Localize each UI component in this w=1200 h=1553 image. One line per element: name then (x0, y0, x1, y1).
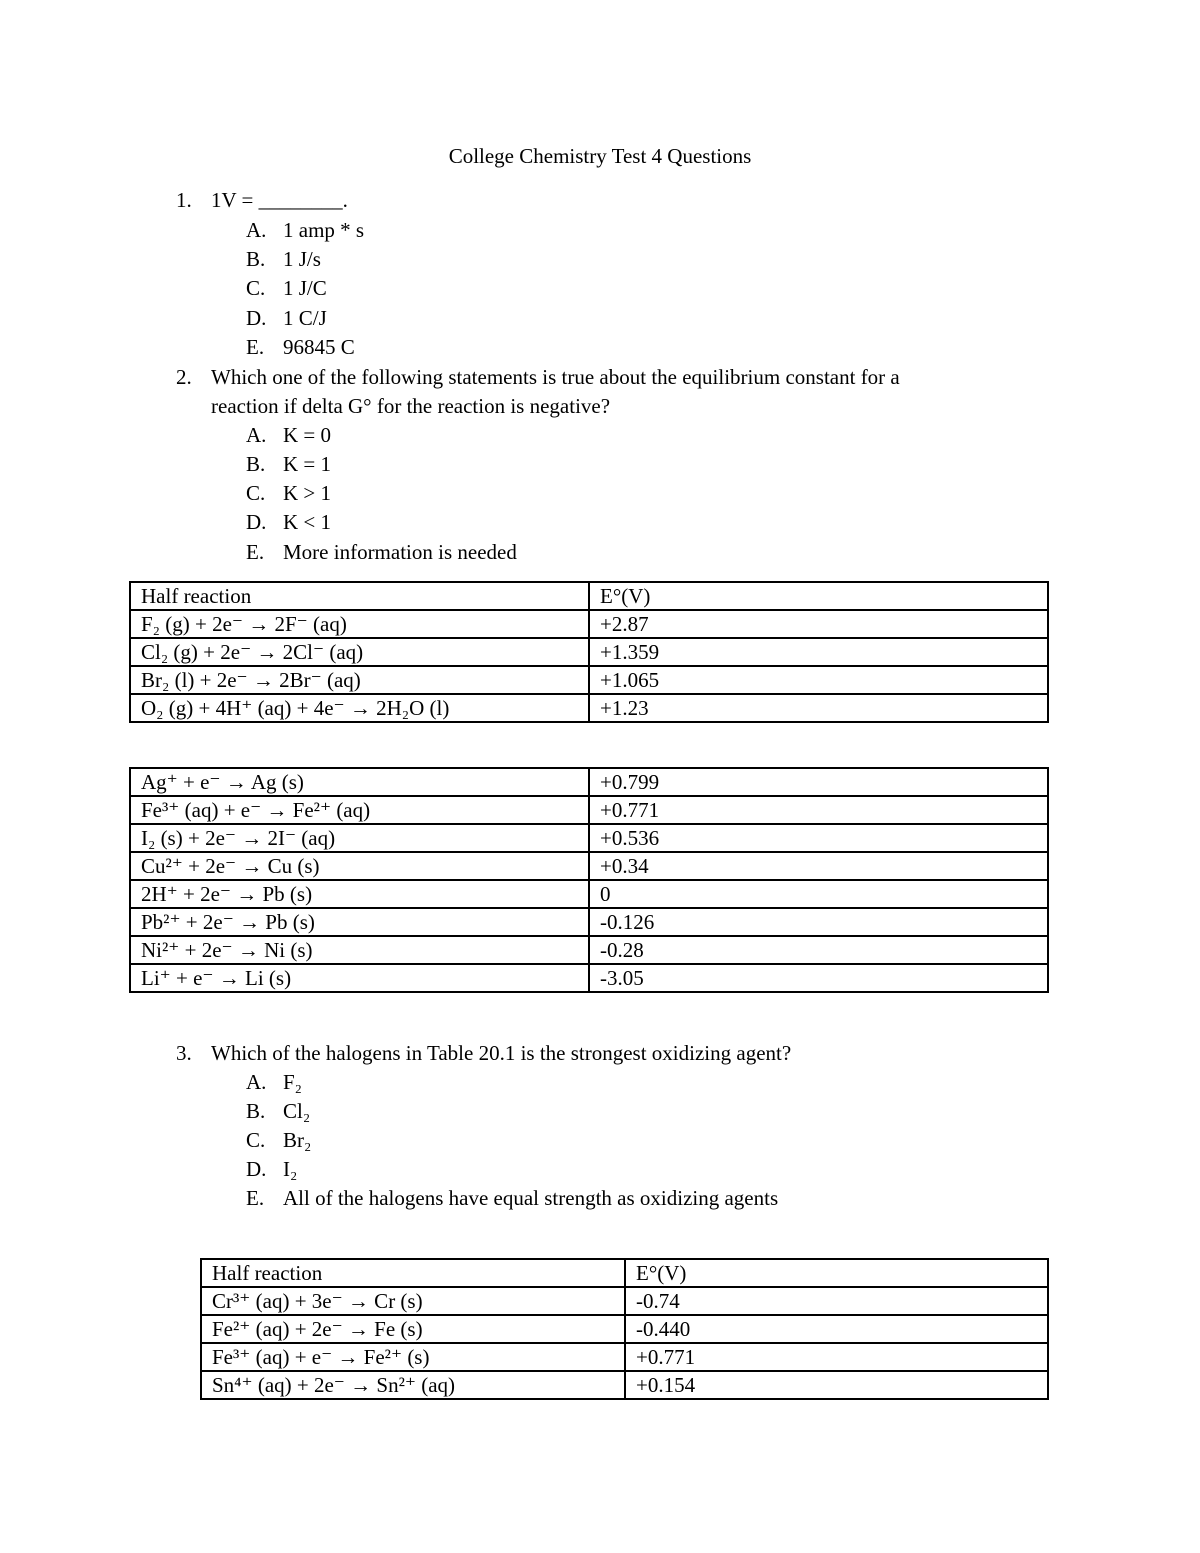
potential-cell: -3.05 (589, 964, 1048, 992)
potential-cell: +0.771 (589, 796, 1048, 824)
half-reaction-cell: Sn⁴⁺ (aq) + 2e⁻ → Sn²⁺ (aq) (201, 1371, 625, 1399)
potential-cell: -0.74 (625, 1287, 1048, 1315)
option-text: K = 1 (283, 452, 332, 476)
potential-cell: +1.065 (589, 666, 1048, 694)
table-row (130, 964, 1048, 992)
half-reaction-cell: O₂ (g) + 4H⁺ (aq) + 4e⁻ → 2H₂O (l) (130, 694, 589, 722)
option-letter: C. (246, 481, 266, 505)
option-text: More information is needed (283, 540, 517, 564)
option-text: 1 amp * s (283, 218, 365, 242)
table-row (130, 796, 1048, 824)
potential-cell: -0.28 (589, 936, 1048, 964)
table-row (130, 852, 1048, 880)
option-letter: D. (246, 510, 267, 534)
table-row (130, 638, 1048, 666)
option-letter: E. (246, 1186, 265, 1210)
potential-cell: +0.771 (625, 1343, 1048, 1371)
potential-cell: +2.87 (589, 610, 1048, 638)
option-text: 1 J/C (283, 276, 327, 300)
half-reaction-cell: Ni²⁺ + 2e⁻ → Ni (s) (130, 936, 589, 964)
question-text: 1V = ________. (211, 188, 348, 212)
table-row (130, 824, 1048, 852)
option-text: F₂ (283, 1070, 303, 1094)
table-header-row (130, 582, 1048, 610)
option-text: K > 1 (283, 481, 332, 505)
option-text: K = 0 (283, 423, 332, 447)
option-text: Br₂ (283, 1128, 312, 1152)
question-number: 3. (176, 1041, 192, 1065)
potential-cell: +1.23 (589, 694, 1048, 722)
half-reaction-cell: F₂ (g) + 2e⁻ → 2F⁻ (aq) (130, 610, 589, 638)
option-letter: D. (246, 1157, 267, 1181)
half-reaction-cell: Cl₂ (g) + 2e⁻ → 2Cl⁻ (aq) (130, 638, 589, 666)
question-number: 2. (176, 365, 192, 389)
option-letter: A. (246, 423, 267, 447)
option-text: K < 1 (283, 510, 332, 534)
half-reaction-cell: Li⁺ + e⁻ → Li (s) (130, 964, 589, 992)
table-row (130, 768, 1048, 796)
header-half-reaction: Half reaction (201, 1259, 625, 1287)
table-row (130, 610, 1048, 638)
option-letter: A. (246, 1070, 267, 1094)
table-row (201, 1287, 1048, 1315)
option-text: All of the halogens have equal strength as oxidizing agents (283, 1186, 779, 1210)
half-reaction-cell: Pb²⁺ + 2e⁻ → Pb (s) (130, 908, 589, 936)
question-text-line-2: reaction if delta G° for the reaction is negative? (211, 394, 611, 418)
half-reaction-cell: Cr³⁺ (aq) + 3e⁻ → Cr (s) (201, 1287, 625, 1315)
option-text: I₂ (283, 1157, 298, 1181)
option-text: 96845 C (283, 335, 355, 359)
table-row (201, 1371, 1048, 1399)
header-half-reaction: Half reaction (130, 582, 589, 610)
potential-cell: +0.154 (625, 1371, 1048, 1399)
half-reaction-cell: Fe³⁺ (aq) + e⁻ → Fe²⁺ (s) (201, 1343, 625, 1371)
half-reaction-cell: 2H⁺ + 2e⁻ → Pb (s) (130, 880, 589, 908)
option-letter: B. (246, 1099, 266, 1123)
question-text-line-1: Which one of the following statements is true about the equilibrium constant for a (211, 365, 900, 389)
table-row (130, 666, 1048, 694)
metal-reduction-table (129, 767, 1049, 993)
table-header-row (201, 1259, 1048, 1287)
potential-cell: 0 (589, 880, 1048, 908)
option-letter: E. (246, 540, 265, 564)
option-letter: C. (246, 1128, 266, 1152)
half-reaction-cell: Fe³⁺ (aq) + e⁻ → Fe²⁺ (aq) (130, 796, 589, 824)
potential-cell: -0.126 (589, 908, 1048, 936)
header-potential: E°(V) (589, 582, 1048, 610)
potential-cell: +1.359 (589, 638, 1048, 666)
option-letter: D. (246, 306, 267, 330)
table-row (201, 1315, 1048, 1343)
header-potential: E°(V) (625, 1259, 1048, 1287)
table-row (130, 694, 1048, 722)
option-letter: C. (246, 276, 266, 300)
option-letter: B. (246, 247, 266, 271)
half-reaction-cell: Ag⁺ + e⁻ → Ag (s) (130, 768, 589, 796)
option-text: Cl₂ (283, 1099, 311, 1123)
question-number: 1. (176, 188, 192, 212)
table-row (130, 936, 1048, 964)
option-letter: A. (246, 218, 267, 242)
table-row (130, 908, 1048, 936)
potential-cell: +0.799 (589, 768, 1048, 796)
half-reaction-cell: Br₂ (l) + 2e⁻ → 2Br⁻ (aq) (130, 666, 589, 694)
option-text: 1 C/J (283, 306, 327, 330)
table-row (201, 1343, 1048, 1371)
half-reaction-cell: I₂ (s) + 2e⁻ → 2I⁻ (aq) (130, 824, 589, 852)
table-row (130, 880, 1048, 908)
half-reaction-cell: Cu²⁺ + 2e⁻ → Cu (s) (130, 852, 589, 880)
half-reaction-cell: Fe²⁺ (aq) + 2e⁻ → Fe (s) (201, 1315, 625, 1343)
halogen-reduction-table (129, 581, 1049, 723)
potential-cell: +0.536 (589, 824, 1048, 852)
option-text: 1 J/s (283, 247, 321, 271)
potential-cell: +0.34 (589, 852, 1048, 880)
potential-cell: -0.440 (625, 1315, 1048, 1343)
iron-tin-reduction-table (200, 1258, 1049, 1400)
page-title: College Chemistry Test 4 Questions (448, 144, 752, 168)
option-letter: E. (246, 335, 265, 359)
question-text: Which of the halogens in Table 20.1 is the strongest oxidizing agent? (211, 1041, 792, 1065)
option-letter: B. (246, 452, 266, 476)
